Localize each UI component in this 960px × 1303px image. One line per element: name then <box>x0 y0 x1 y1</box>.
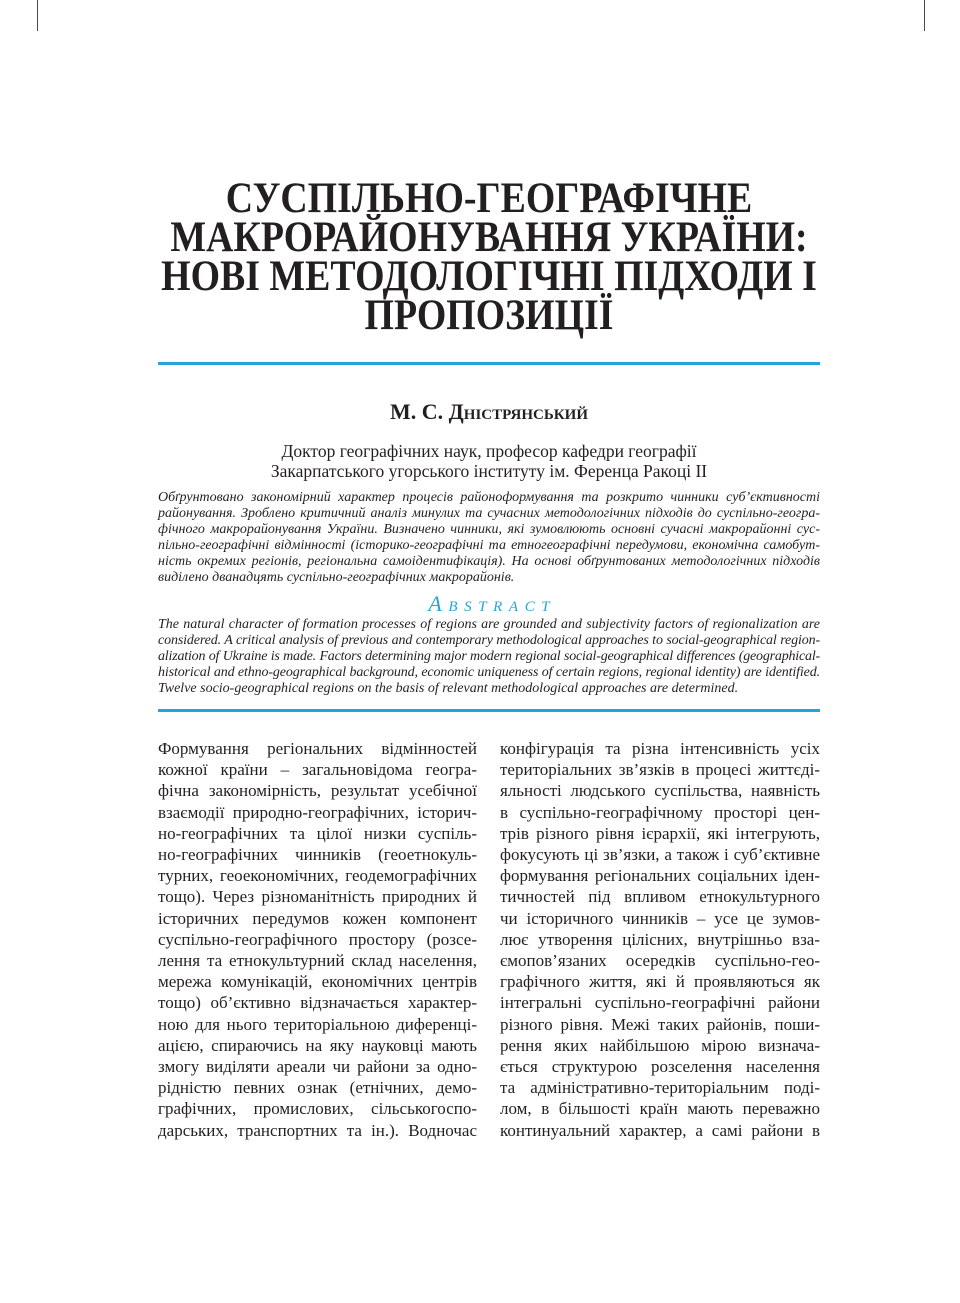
abstract-ua-line: Обґрунтовано закономірний характер процесів районоформування та розкрито чинники суб’єктивності <box>158 490 820 505</box>
body-line: тощо). Через різноманітність природних й <box>158 887 477 907</box>
abstract-ua-line: районування. Зроблено критичний аналіз минулих та сучасних методологічних підходів до суспільно-геогра- <box>158 506 820 522</box>
crop-mark-top-right <box>924 0 925 31</box>
body-line: мережа комунікацій, економічних центрів <box>158 972 477 992</box>
body-line: історичних передумов кожен компонент <box>158 908 477 928</box>
author-initials: М. С. <box>389 399 444 424</box>
body-line: дарських, транспортних та ін.). Водночас <box>158 1120 477 1140</box>
body-line: трів різного рівня ієрархії, які інтегрують, <box>500 823 820 843</box>
title-line: СУСПІЛЬНО-ГЕОГРАФІЧНЕ <box>225 175 753 222</box>
abstract-ua-line: фічного макрорайонування України. Визначено чинники, які зумовлюють основні сучасні макрорайонні сус- <box>158 522 820 538</box>
body-line: графічних, промислових, сільськогоспо- <box>158 1099 477 1119</box>
body-line: та адміністративно-територіальним поді- <box>500 1078 820 1098</box>
body-line: кожної країни – загальновідома геогра- <box>158 760 477 780</box>
author-name <box>158 399 820 425</box>
body-line: територіальних зв’язків в процесі життєді- <box>500 760 820 780</box>
body-line: фічна закономірність, результат усебічної <box>158 781 477 801</box>
abstract-heading: Abstract <box>428 591 557 616</box>
body-line: ємопов’язаних осередків суспільно-гео- <box>500 951 820 971</box>
body-line: ється структурою розселення населення <box>500 1057 820 1077</box>
affiliation-line: Закарпатського угорського інституту ім. Ференца Ракоці ІІ <box>270 461 708 481</box>
body-column-left <box>158 738 477 1141</box>
abstract-en-line: historical and ethno-geographical background, economic uniqueness of certain regions, regional identity) are identified. <box>158 665 820 681</box>
body-line: континуальний характер, а самі райони в <box>500 1120 820 1140</box>
title-line: НОВІ МЕТОДОЛОГІЧНІ ПІДХОДИ І <box>161 253 817 300</box>
body-line: яльності людського суспільства, наявність <box>500 781 820 801</box>
abstract-en-line: considered. A critical analysis of previous and contemporary methodological approaches to social-geographical region- <box>158 633 820 649</box>
abstract-en-line: The natural character of formation processes of regions are grounded and subjectivity factors of regionalization are <box>158 617 820 632</box>
body-line: чи історичного чинників – усе це зумов- <box>500 908 820 928</box>
body-line: Формування регіональних відмінностей <box>158 739 477 758</box>
affiliation-line: Доктор географічних наук, професор кафедри географії <box>281 441 697 461</box>
divider-bottom <box>158 709 820 712</box>
body-line: турних, геоекономічних, геодемографічних <box>158 866 477 886</box>
body-line: но-географічних та цілої низки суспіль- <box>158 823 477 843</box>
body-line: різного рівня. Межі таких районів, поши- <box>500 1014 820 1034</box>
abstract-ua-line: ність окремих регіонів, регіональна самоідентифікація). На основі обґрунтованих методологічних підходів <box>158 554 820 570</box>
body-line: інтегральні суспільно-географічні райони <box>500 993 820 1013</box>
abstract-english <box>158 617 820 697</box>
body-line: змогу виділяти ареали чи райони за одно- <box>158 1057 477 1077</box>
body-column-right <box>500 738 820 1141</box>
body-line: лення та етнокультурний склад населення, <box>158 951 477 971</box>
divider-top <box>158 362 820 365</box>
title-line: МАКРОРАЙОНУВАННЯ УКРАЇНИ: <box>170 214 808 261</box>
body-line: лює утворення цілісних, внутрішньо вза- <box>500 929 820 949</box>
author-surname: Дністрянський <box>448 399 588 424</box>
body-line: конфігурація та різна інтенсивність усіх <box>500 739 820 758</box>
body-line: суспільно-географічного простору (розсе- <box>158 929 477 949</box>
abstract-ukrainian <box>158 490 820 587</box>
body-line: ною для нього територіальною диференці- <box>158 1014 477 1034</box>
body-line: но-географічних чинників (геоетнокуль- <box>158 845 477 865</box>
body-line: графічного життя, які й проявляються як <box>500 972 820 992</box>
body-line: ацією, спираючись на яку науковці мають <box>158 1035 477 1055</box>
body-line: тощо) об’єктивно відзначається характер- <box>158 993 477 1013</box>
abstract-ua-line: виділено дванадцять суспільно-географічних макрорайонів. <box>158 570 515 586</box>
body-line: в суспільно-географічному просторі цен- <box>500 802 820 822</box>
article-title <box>75 175 904 339</box>
abstract-ua-line: пільно-географічні відмінності (історико-географічні та етногеографічні передумови, економічна самобут- <box>158 538 820 554</box>
body-line: лом, в більшості країн мають переважно <box>500 1099 820 1119</box>
body-line: формування регіональних соціальних іден- <box>500 866 820 886</box>
abstract-en-line: alization of Ukraine is made. Factors determining major modern regional social-geographical differences (geographical- <box>158 649 820 665</box>
title-line: ПРОПОЗИЦІЇ <box>364 292 614 339</box>
body-line: рення яких найбільшою мірою визнача- <box>500 1035 820 1055</box>
body-line: фокусують ці зв’язки, а також і суб’єктивне <box>500 845 820 865</box>
body-line: взаємодії природно-географічних, історич- <box>158 802 477 822</box>
author-affiliation <box>158 441 820 481</box>
abstract-en-line: Twelve socio-geographical regions on the basis of relevant methodological approaches are determined. <box>158 681 739 697</box>
body-line: рідністю певних ознак (етнічних, демо- <box>158 1078 477 1098</box>
crop-mark-top-left <box>37 0 38 31</box>
body-line: тичностей під впливом етнокультурного <box>500 887 820 907</box>
